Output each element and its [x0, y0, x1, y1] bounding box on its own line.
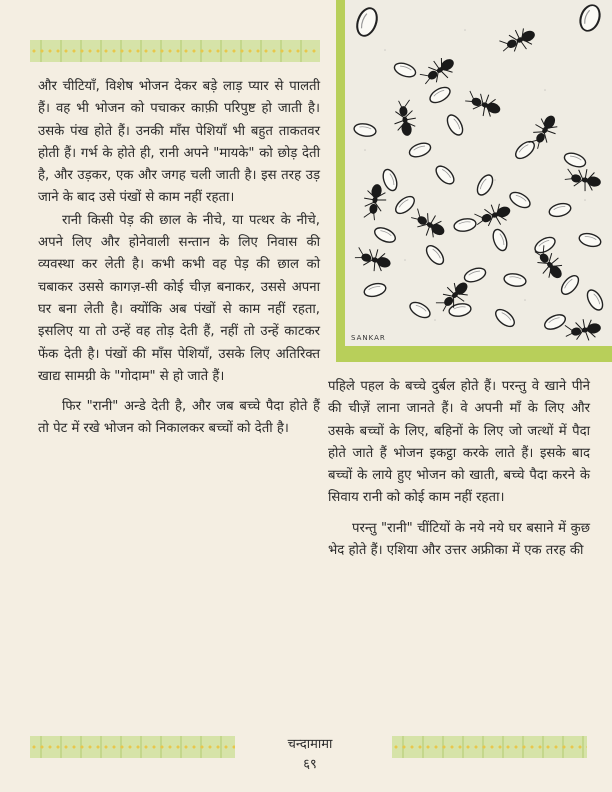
left-paragraph-1: और चीटियाँ, विशेष भोजन देकर बड़े लाड़ प्यार से पालती हैं। वह भी भोजन को पचाकर काफ़ी परिपुष्ट हो जाती है। उसके पंख होते हैं। उनकी माँस पेशियाँ भी बहुत ताकतवर होती हैं। गर्भ के होते ही, रानी अपने "मायके" को छोड़ देती है, और उड़कर, एक और जगह चली जाती है। इस तरह उड़ जाने के बाद उसे पंखों से काम नहीं रहता। [38, 79, 320, 206]
decorative-border-top [30, 40, 320, 62]
page-number: ६९ [303, 757, 317, 772]
artist-signature: SANKAR [351, 334, 386, 342]
decorative-border-bottom-left [30, 736, 235, 758]
magazine-name: चन्दामामा [287, 737, 333, 752]
left-column [38, 76, 320, 441]
right-column [328, 376, 590, 562]
decorative-border-bottom-right [392, 736, 587, 758]
left-paragraph-3: फिर "रानी" अन्डे देती है, और जब बच्चे पैदा होते हैं तो पेट में रखे भोजन को निकालकर बच्चों को देती है। [38, 399, 320, 437]
right-paragraph-1: पहिले पहल के बच्चे दुर्बल होते हैं। परन्तु वे खाने पीने की चीज़ें लाना जानते हैं। वे अपनी माँ के लिए और उसके बच्चों के लिए, बहिनों के लिए जो जत्थों में पैदा होते जाते हैं भोजन इकट्ठा करके लाते हैं। इसके बाद बच्चों के लाये हुए भोजन को खाती, बच्चे पैदा करने के सिवाय रानी को कोई काम नहीं रहता। [328, 379, 590, 506]
ant-colony-illustration [345, 0, 612, 346]
ant-drawing [345, 0, 612, 346]
left-paragraph-2: रानी किसी पेड़ की छाल के नीचे, या पत्थर के नीचे, अपने लिए और होनेवाली सन्तान के लिए निवास की व्यवस्था कर लेती है। कभी कभी वह पेड़ की छाल को चबाकर उससे कागज़-सी कोई चीज़ बनाकर, उससे अपना घर बना लेती है। क्योंकि अब पंखों से काम नहीं रहता, इसलिए या तो उन्हें वह तोड़ देती हैं, नहीं तो उन्हें काटकर फेंक देती है। पंखों की माँस पेशियाँ, उसके लिए अतिरिक्त खाद्य सामग्री के "गोदाम" से हो जाते हैं। [38, 212, 320, 384]
right-paragraph-2: परन्तु "रानी" चींटियों के नये नये घर बसाने में कुछ भेद होते हैं। एशिया और उत्तर अफ्रीका में एक तरह की [328, 520, 590, 559]
